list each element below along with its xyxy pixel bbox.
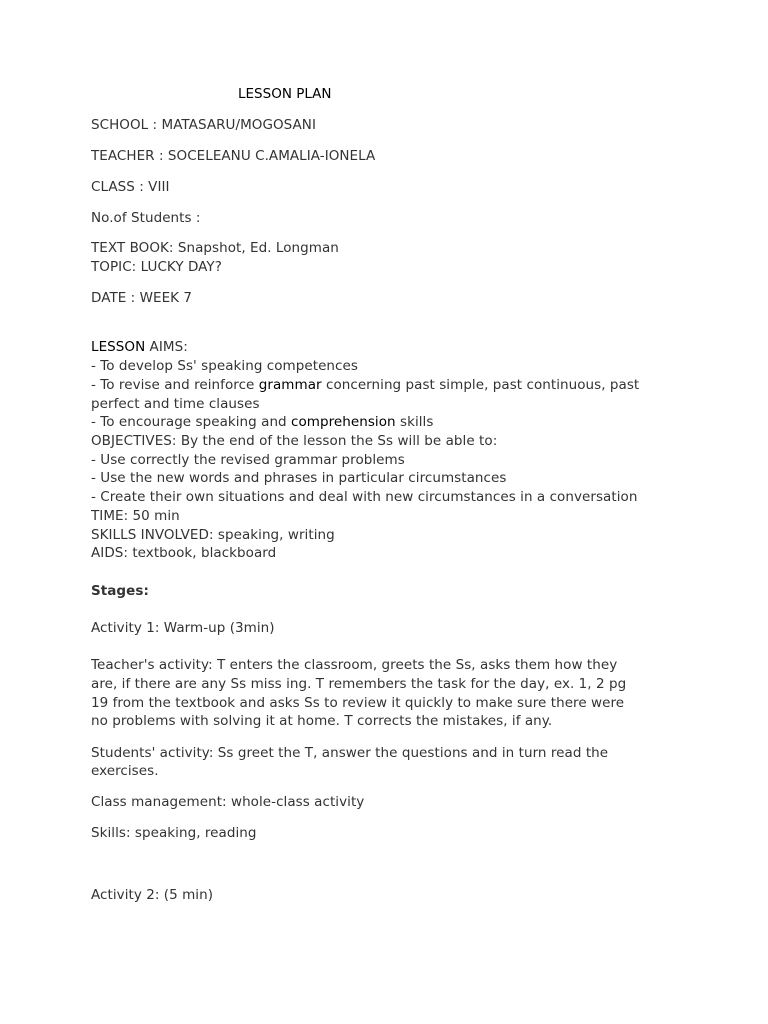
aim-1: - To develop Ss' speaking competences (91, 358, 358, 374)
aim-3 (91, 413, 433, 431)
students-activity-line-1: Students' activity: Ss greet the T, answer the questions and in turn read the (91, 745, 609, 761)
objective-2: - Use the new words and phrases in particular circumstances (91, 470, 507, 486)
activity-2-heading: Activity 2: (5 min) (91, 887, 214, 903)
grammar-keyword: grammar (258, 377, 322, 393)
skills-involved-line: SKILLS INVOLVED: speaking, writing (91, 527, 335, 543)
aim-2 (91, 376, 639, 394)
lesson-aims-label: AIMS: (145, 339, 188, 355)
time-line: TIME: 50 min (91, 508, 180, 524)
objective-1: - Use correctly the revised grammar problems (91, 452, 405, 468)
teacher-activity-line-2: are, if there are any Ss miss ing. T remembers the task for the day, ex. 1, 2 pg (91, 676, 627, 692)
lesson-aims-keyword: LESSON (91, 339, 146, 355)
aim-3-text-b: skills (395, 414, 434, 430)
teacher-activity-line-3: 19 from the textbook and asks Ss to review it quickly to make sure there were (91, 695, 625, 711)
comprehension-keyword: comprehension (291, 414, 396, 430)
teacher-line: TEACHER : SOCELEANU C.AMALIA-IONELA (91, 148, 376, 164)
teacher-activity-line-4: no problems with solving it at home. T corrects the mistakes, if any. (91, 713, 553, 729)
students-count-line: No.of Students : (91, 210, 201, 226)
school-line: SCHOOL : MATASARU/MOGOSANI (91, 117, 316, 133)
date-line: DATE : WEEK 7 (91, 290, 193, 306)
aim-2-text-a: - To revise and reinforce (91, 377, 259, 393)
aids-line: AIDS: textbook, blackboard (91, 545, 277, 561)
aim-3-text-a: - To encourage speaking and (91, 414, 292, 430)
document-title: LESSON PLAN (238, 86, 332, 102)
skills-line: Skills: speaking, reading (91, 825, 257, 841)
aim-2-text-b: concerning past simple, past continuous, past (321, 377, 640, 393)
objective-3: - Create their own situations and deal with new circumstances in a conversation (91, 489, 638, 505)
class-line: CLASS : VIII (91, 179, 170, 195)
stages-heading: Stages: (91, 583, 149, 599)
textbook-line: TEXT BOOK: Snapshot, Ed. Longman (91, 240, 339, 256)
students-activity-line-2: exercises. (91, 763, 159, 779)
lesson-aims-heading (91, 338, 188, 356)
activity-1-heading: Activity 1: Warm-up (3min) (91, 620, 275, 636)
class-management-line: Class management: whole-class activity (91, 794, 365, 810)
teacher-activity-line-1: Teacher's activity: T enters the classroom, greets the Ss, asks them how they (91, 657, 618, 673)
topic-line: TOPIC: LUCKY DAY? (91, 259, 222, 275)
aim-2-continued: perfect and time clauses (91, 396, 260, 412)
objectives-line: OBJECTIVES: By the end of the lesson the Ss will be able to: (91, 433, 498, 449)
